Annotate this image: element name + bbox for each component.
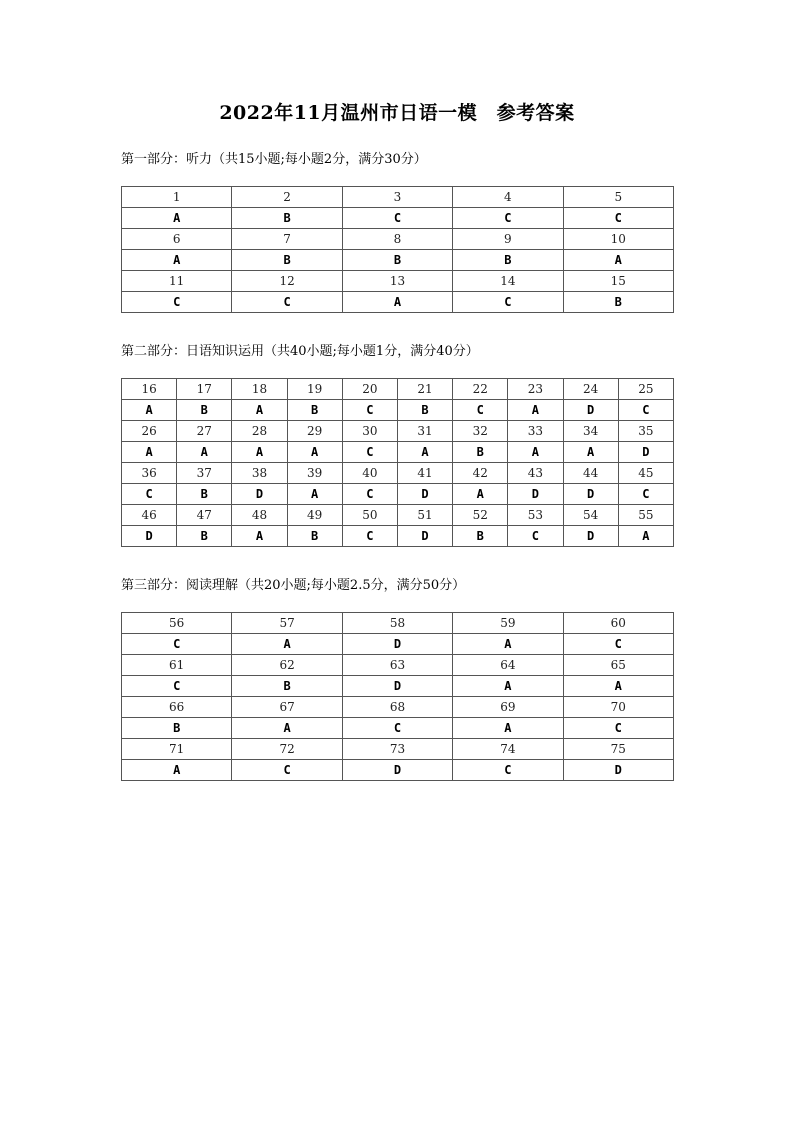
question-number-cell: 35 bbox=[618, 421, 673, 442]
answer-cell: A bbox=[453, 676, 563, 697]
question-number-cell: 10 bbox=[563, 229, 673, 250]
question-number-cell: 29 bbox=[287, 421, 342, 442]
answer-table-listening bbox=[121, 186, 674, 313]
question-number-row bbox=[122, 229, 674, 250]
answer-row bbox=[122, 526, 674, 547]
answer-cell: B bbox=[287, 526, 342, 547]
question-number-cell: 62 bbox=[232, 655, 342, 676]
answer-cell: B bbox=[232, 676, 342, 697]
question-number-cell: 36 bbox=[122, 463, 177, 484]
answer-cell: C bbox=[563, 208, 673, 229]
question-number-cell: 57 bbox=[232, 613, 342, 634]
question-number-cell: 59 bbox=[453, 613, 563, 634]
question-number-cell: 26 bbox=[122, 421, 177, 442]
answer-cell: C bbox=[122, 676, 232, 697]
answer-cell: C bbox=[342, 208, 452, 229]
question-number-row bbox=[122, 271, 674, 292]
answer-cell: B bbox=[563, 292, 673, 313]
question-number-cell: 65 bbox=[563, 655, 673, 676]
question-number-cell: 49 bbox=[287, 505, 342, 526]
question-number-cell: 18 bbox=[232, 379, 287, 400]
page-title: 2022年11月温州市日语一模 参考答案 bbox=[219, 102, 575, 124]
answer-cell: A bbox=[563, 442, 618, 463]
answer-cell: A bbox=[453, 634, 563, 655]
answer-cell: A bbox=[508, 442, 563, 463]
answer-cell: A bbox=[122, 400, 177, 421]
answer-row bbox=[122, 292, 674, 313]
answer-cell: A bbox=[177, 442, 232, 463]
question-number-row bbox=[122, 697, 674, 718]
answer-cell: D bbox=[397, 484, 452, 505]
answer-cell: C bbox=[453, 760, 563, 781]
answer-cell: C bbox=[342, 442, 397, 463]
question-number-cell: 69 bbox=[453, 697, 563, 718]
question-number-cell: 5 bbox=[563, 187, 673, 208]
answer-row bbox=[122, 760, 674, 781]
question-number-cell: 9 bbox=[453, 229, 563, 250]
question-number-cell: 30 bbox=[342, 421, 397, 442]
question-number-cell: 40 bbox=[342, 463, 397, 484]
question-number-row bbox=[122, 613, 674, 634]
question-number-cell: 74 bbox=[453, 739, 563, 760]
answer-cell: B bbox=[453, 526, 508, 547]
question-number-cell: 47 bbox=[177, 505, 232, 526]
answer-cell: A bbox=[563, 676, 673, 697]
answer-cell: D bbox=[618, 442, 673, 463]
answer-row bbox=[122, 250, 674, 271]
question-number-cell: 39 bbox=[287, 463, 342, 484]
question-number-cell: 38 bbox=[232, 463, 287, 484]
answer-cell: C bbox=[563, 634, 673, 655]
question-number-cell: 37 bbox=[177, 463, 232, 484]
answer-cell: A bbox=[122, 760, 232, 781]
answer-cell: C bbox=[342, 484, 397, 505]
question-number-row bbox=[122, 379, 674, 400]
question-number-cell: 3 bbox=[342, 187, 452, 208]
question-number-cell: 8 bbox=[342, 229, 452, 250]
answer-cell: B bbox=[177, 484, 232, 505]
answer-row bbox=[122, 484, 674, 505]
question-number-cell: 17 bbox=[177, 379, 232, 400]
answer-cell: D bbox=[232, 484, 287, 505]
question-number-cell: 16 bbox=[122, 379, 177, 400]
answer-cell: C bbox=[342, 526, 397, 547]
question-number-cell: 61 bbox=[122, 655, 232, 676]
answer-cell: A bbox=[232, 634, 342, 655]
answer-row bbox=[122, 208, 674, 229]
question-number-cell: 34 bbox=[563, 421, 618, 442]
question-number-cell: 28 bbox=[232, 421, 287, 442]
answer-cell: C bbox=[232, 760, 342, 781]
answer-cell: A bbox=[453, 484, 508, 505]
answer-cell: B bbox=[342, 250, 452, 271]
answer-cell: C bbox=[453, 292, 563, 313]
answer-table-reading bbox=[121, 612, 674, 781]
question-number-cell: 20 bbox=[342, 379, 397, 400]
answer-cell: A bbox=[618, 526, 673, 547]
answer-cell: C bbox=[508, 526, 563, 547]
question-number-row bbox=[122, 463, 674, 484]
question-number-cell: 25 bbox=[618, 379, 673, 400]
answer-row bbox=[122, 442, 674, 463]
question-number-cell: 75 bbox=[563, 739, 673, 760]
question-number-cell: 11 bbox=[122, 271, 232, 292]
question-number-row bbox=[122, 505, 674, 526]
question-number-cell: 12 bbox=[232, 271, 342, 292]
answer-cell: B bbox=[177, 526, 232, 547]
question-number-cell: 66 bbox=[122, 697, 232, 718]
answer-cell: C bbox=[122, 292, 232, 313]
answer-cell: A bbox=[122, 250, 232, 271]
question-number-row bbox=[122, 187, 674, 208]
question-number-cell: 72 bbox=[232, 739, 342, 760]
answer-cell: A bbox=[232, 718, 342, 739]
question-number-cell: 31 bbox=[397, 421, 452, 442]
answer-cell: D bbox=[342, 676, 452, 697]
section-heading-knowledge: 第二部分：日语知识运用（共40小题;每小题1分，满分40分） bbox=[121, 344, 479, 359]
answer-cell: D bbox=[563, 400, 618, 421]
answer-cell: B bbox=[122, 718, 232, 739]
answer-cell: A bbox=[232, 442, 287, 463]
answer-cell: C bbox=[232, 292, 342, 313]
answer-cell: B bbox=[287, 400, 342, 421]
question-number-cell: 33 bbox=[508, 421, 563, 442]
answer-cell: C bbox=[618, 484, 673, 505]
answer-cell: B bbox=[453, 250, 563, 271]
answer-cell: D bbox=[563, 484, 618, 505]
answer-cell: B bbox=[232, 208, 342, 229]
answer-cell: D bbox=[563, 526, 618, 547]
question-number-cell: 63 bbox=[342, 655, 452, 676]
answer-cell: A bbox=[287, 442, 342, 463]
answer-cell: D bbox=[397, 526, 452, 547]
question-number-row bbox=[122, 655, 674, 676]
answer-cell: C bbox=[122, 634, 232, 655]
question-number-cell: 7 bbox=[232, 229, 342, 250]
answer-cell: C bbox=[342, 718, 452, 739]
answer-cell: D bbox=[342, 760, 452, 781]
question-number-cell: 43 bbox=[508, 463, 563, 484]
question-number-cell: 68 bbox=[342, 697, 452, 718]
answer-cell: B bbox=[177, 400, 232, 421]
answer-cell: C bbox=[563, 718, 673, 739]
question-number-cell: 19 bbox=[287, 379, 342, 400]
question-number-cell: 6 bbox=[122, 229, 232, 250]
question-number-cell: 32 bbox=[453, 421, 508, 442]
answer-cell: B bbox=[397, 400, 452, 421]
answer-cell: C bbox=[453, 208, 563, 229]
question-number-cell: 58 bbox=[342, 613, 452, 634]
answer-row bbox=[122, 634, 674, 655]
question-number-cell: 14 bbox=[453, 271, 563, 292]
answer-cell: A bbox=[287, 484, 342, 505]
answer-cell: C bbox=[618, 400, 673, 421]
question-number-cell: 22 bbox=[453, 379, 508, 400]
answer-row bbox=[122, 718, 674, 739]
question-number-row bbox=[122, 739, 674, 760]
question-number-cell: 46 bbox=[122, 505, 177, 526]
answer-cell: A bbox=[232, 526, 287, 547]
question-number-cell: 53 bbox=[508, 505, 563, 526]
question-number-cell: 60 bbox=[563, 613, 673, 634]
question-number-cell: 13 bbox=[342, 271, 452, 292]
answer-cell: A bbox=[232, 400, 287, 421]
question-number-cell: 45 bbox=[618, 463, 673, 484]
question-number-cell: 56 bbox=[122, 613, 232, 634]
question-number-cell: 41 bbox=[397, 463, 452, 484]
question-number-cell: 48 bbox=[232, 505, 287, 526]
answer-cell: C bbox=[342, 400, 397, 421]
answer-cell: B bbox=[453, 442, 508, 463]
answer-cell: A bbox=[342, 292, 452, 313]
answer-cell: A bbox=[122, 208, 232, 229]
answer-cell: A bbox=[563, 250, 673, 271]
question-number-cell: 55 bbox=[618, 505, 673, 526]
answer-cell: D bbox=[508, 484, 563, 505]
question-number-cell: 15 bbox=[563, 271, 673, 292]
answer-row bbox=[122, 676, 674, 697]
question-number-cell: 24 bbox=[563, 379, 618, 400]
question-number-cell: 73 bbox=[342, 739, 452, 760]
question-number-cell: 21 bbox=[397, 379, 452, 400]
question-number-cell: 1 bbox=[122, 187, 232, 208]
section-heading-listening: 第一部分：听力（共15小题;每小题2分，满分30分） bbox=[121, 152, 427, 167]
answer-row bbox=[122, 400, 674, 421]
question-number-cell: 50 bbox=[342, 505, 397, 526]
answer-cell: D bbox=[342, 634, 452, 655]
question-number-cell: 42 bbox=[453, 463, 508, 484]
question-number-cell: 67 bbox=[232, 697, 342, 718]
question-number-cell: 2 bbox=[232, 187, 342, 208]
answer-cell: A bbox=[122, 442, 177, 463]
answer-cell: A bbox=[508, 400, 563, 421]
answer-cell: C bbox=[122, 484, 177, 505]
question-number-cell: 23 bbox=[508, 379, 563, 400]
question-number-cell: 54 bbox=[563, 505, 618, 526]
question-number-cell: 64 bbox=[453, 655, 563, 676]
answer-table-knowledge bbox=[121, 378, 674, 547]
answer-cell: C bbox=[453, 400, 508, 421]
question-number-cell: 44 bbox=[563, 463, 618, 484]
question-number-cell: 4 bbox=[453, 187, 563, 208]
section-heading-reading: 第三部分：阅读理解（共20小题;每小题2.5分，满分50分） bbox=[121, 578, 466, 593]
answer-cell: D bbox=[122, 526, 177, 547]
question-number-cell: 52 bbox=[453, 505, 508, 526]
question-number-cell: 51 bbox=[397, 505, 452, 526]
answer-cell: D bbox=[563, 760, 673, 781]
answer-cell: B bbox=[232, 250, 342, 271]
answer-cell: A bbox=[453, 718, 563, 739]
question-number-cell: 27 bbox=[177, 421, 232, 442]
question-number-cell: 71 bbox=[122, 739, 232, 760]
question-number-cell: 70 bbox=[563, 697, 673, 718]
answer-cell: A bbox=[397, 442, 452, 463]
question-number-row bbox=[122, 421, 674, 442]
